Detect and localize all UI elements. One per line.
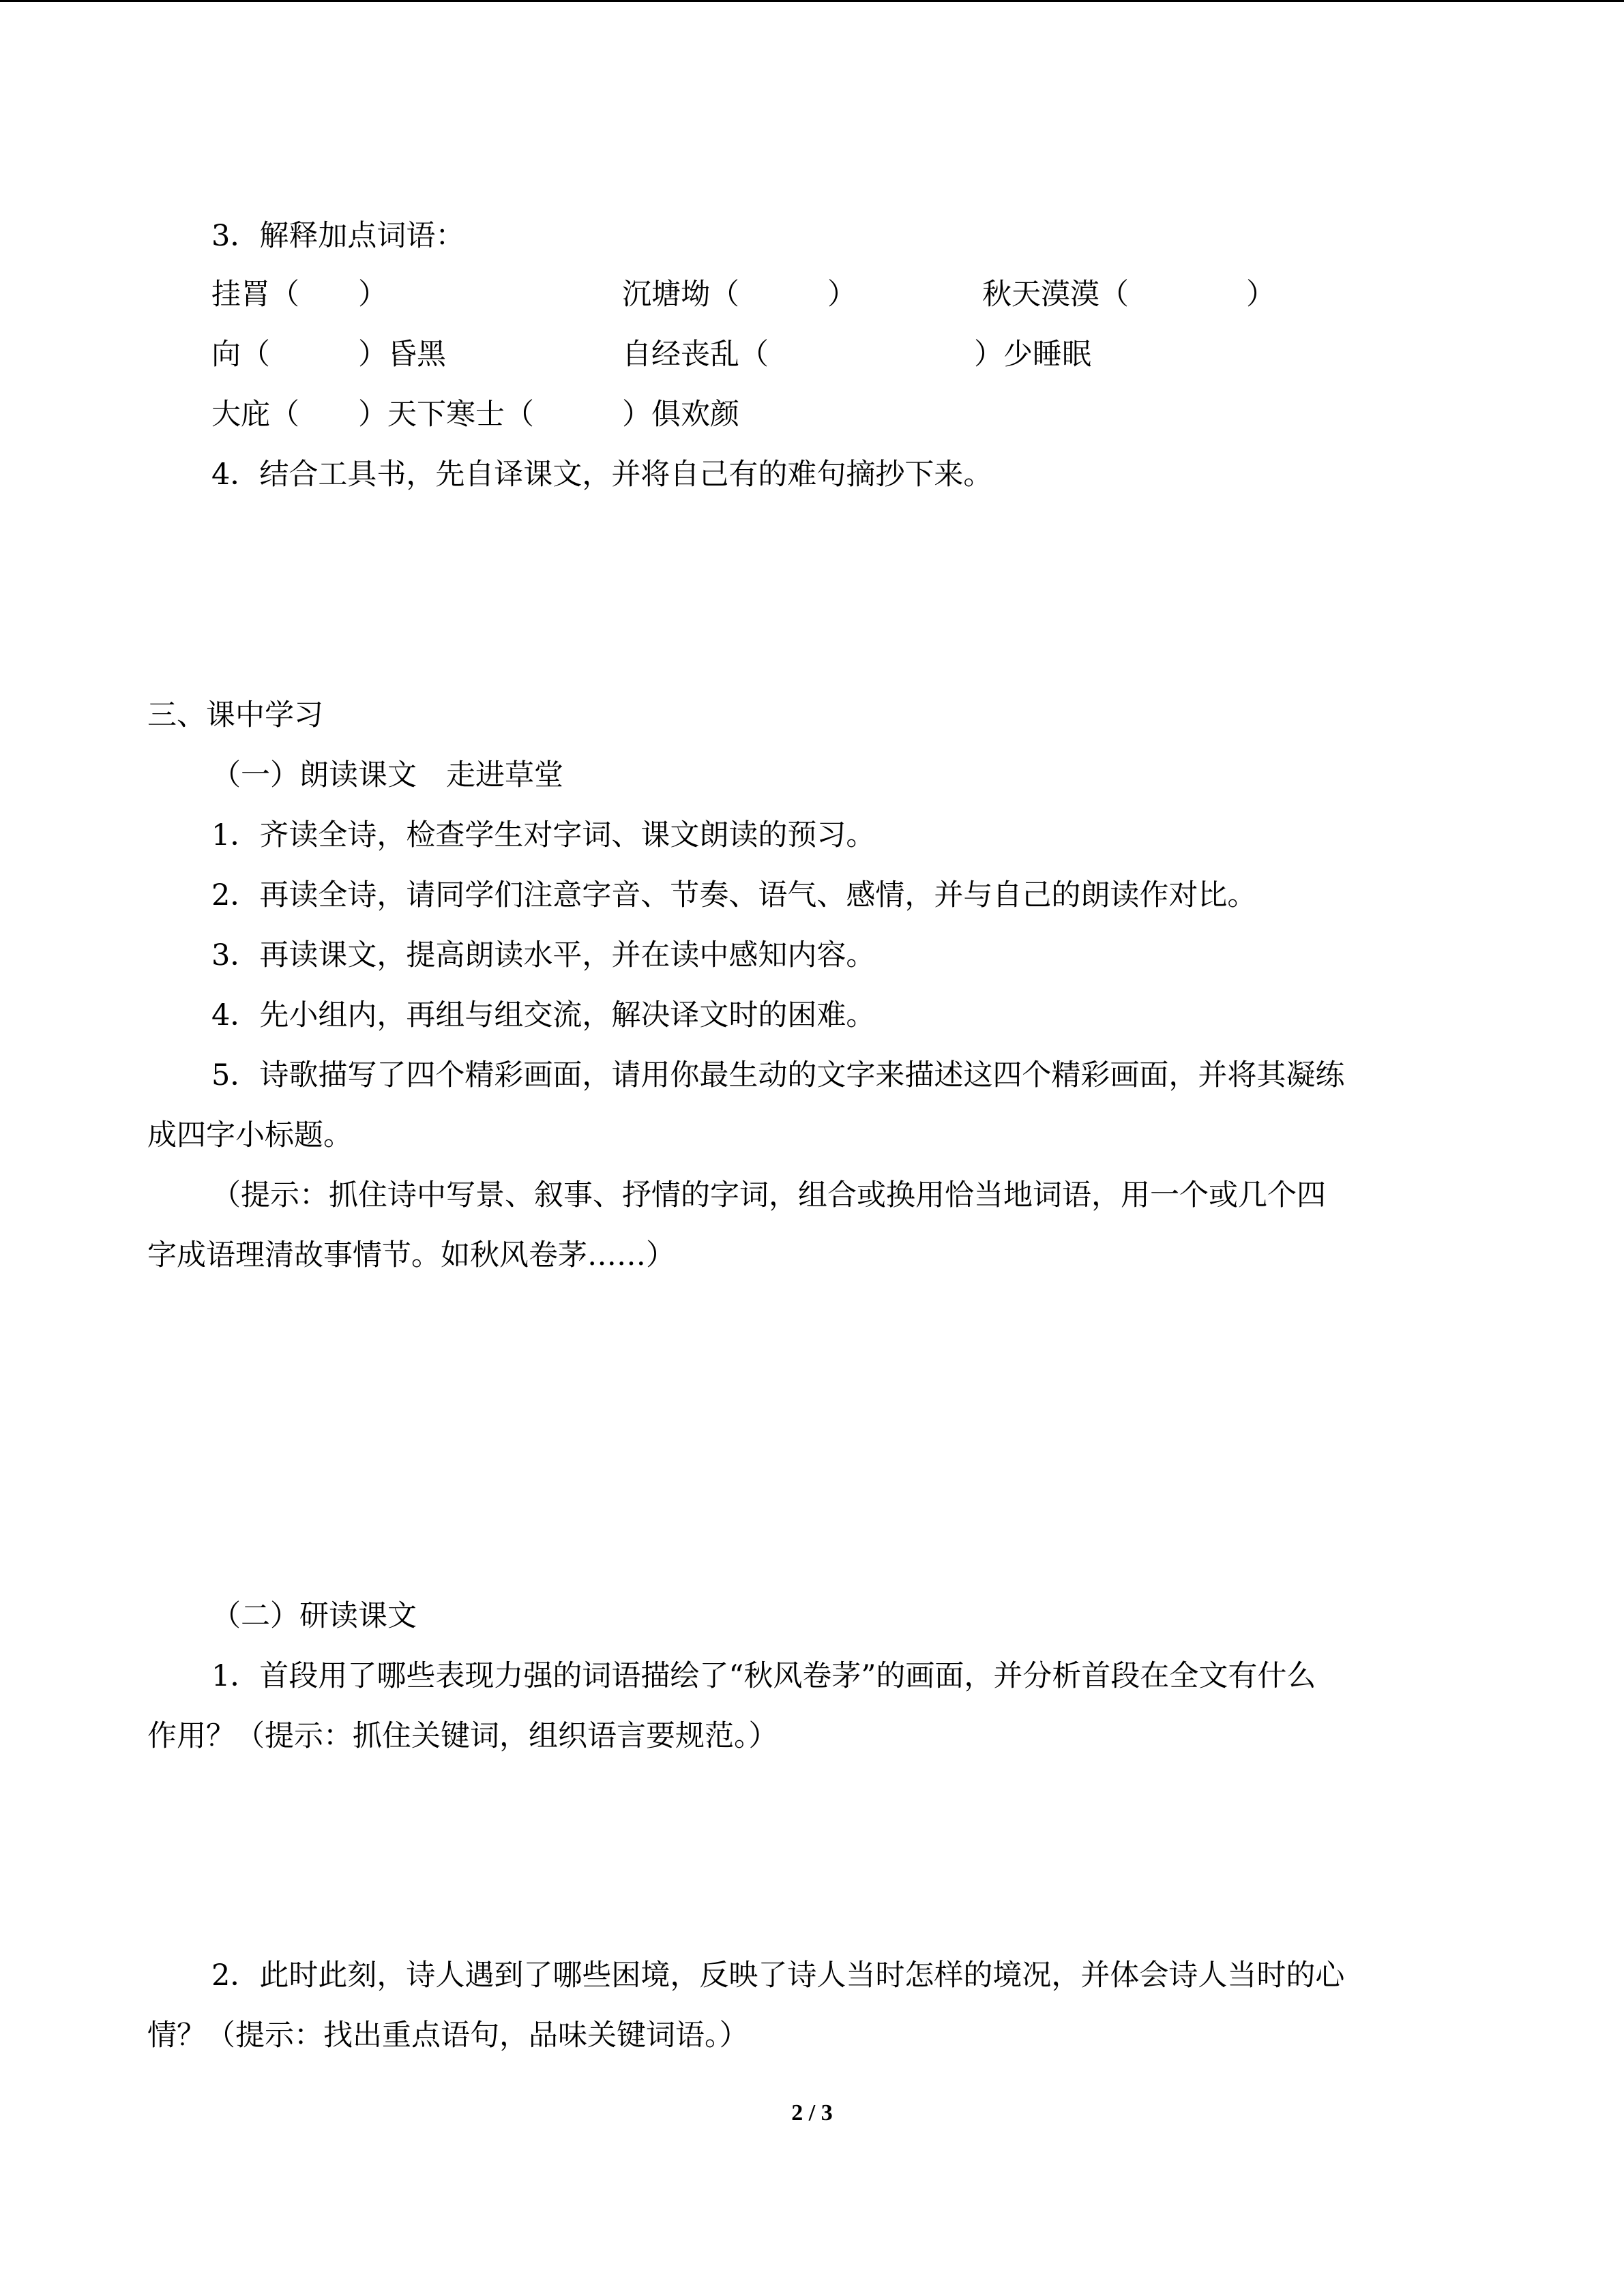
part-1-item-5-line-2: 成四字小标题。	[147, 1118, 353, 1152]
part-2-question-2-line-1: 2．此时此刻，诗人遇到了哪些困境，反映了诗人当时怎样的境况，并体会诗人当时的心	[211, 1958, 1345, 1993]
part-1-hint-line-1: （提示：抓住诗中写景、叙事、抒情的字词，组合或换用恰当地词语，用一个或几个四	[211, 1178, 1326, 1212]
part-1-item-1: 1．齐读全诗，检查学生对字词、课文朗读的预习。	[211, 818, 876, 852]
part-1-item-4: 4．先小组内，再组与组交流，解决译文时的困难。	[211, 998, 876, 1032]
vocab-item-guajuan: 挂罥（ ）	[211, 278, 387, 312]
question-3-title: 3．解释加点词语：	[211, 219, 465, 253]
vocab-item-qiutianmomo: 秋天漠漠（ ）	[982, 278, 1275, 312]
section-3-heading: 三、课中学习	[147, 698, 323, 732]
part-2-question-1-line-1: 1．首段用了哪些表现力强的词语描绘了“秋风卷茅”的画面，并分析首段在全文有什么	[211, 1659, 1316, 1693]
vocab-item-chentangao: 沉塘坳（ ）	[622, 278, 857, 312]
vocab-item-xianghunhei: 向（ ）昏黑	[211, 338, 446, 372]
part-2-heading: （二）研读课文	[211, 1599, 417, 1633]
part-1-item-5-line-1: 5．诗歌描写了四个精彩画面，请用你最生动的文字来描述这四个精彩画面，并将其凝练	[211, 1058, 1345, 1092]
part-2-question-2-line-2: 情？（提示：找出重点语句，品味关键词语。）	[147, 2018, 749, 2053]
part-1-item-3: 3．再读课文，提高朗读水平，并在读中感知内容。	[211, 938, 876, 972]
part-1-hint-line-2: 字成语理清故事情节。如秋风卷茅……）	[147, 1238, 675, 1272]
vocab-item-dabi: 大庇（ ）天下寒士（ ）俱欢颜	[211, 398, 739, 432]
top-border-line	[0, 0, 1624, 2]
part-1-heading: （一）朗读课文 走进草堂	[211, 758, 563, 792]
part-1-item-2: 2．再读全诗，请同学们注意字音、节奏、语气、感情，并与自己的朗读作对比。	[211, 878, 1257, 912]
page-number: 2 / 3	[791, 2100, 833, 2126]
question-4: 4．结合工具书，先自译课文，并将自己有的难句摘抄下来。	[211, 458, 993, 492]
vocab-item-zijingsangluan: 自经丧乱（ ）少睡眠	[622, 338, 1091, 372]
part-2-question-1-line-2: 作用？（提示：抓住关键词，组织语言要规范。）	[147, 1719, 778, 1753]
